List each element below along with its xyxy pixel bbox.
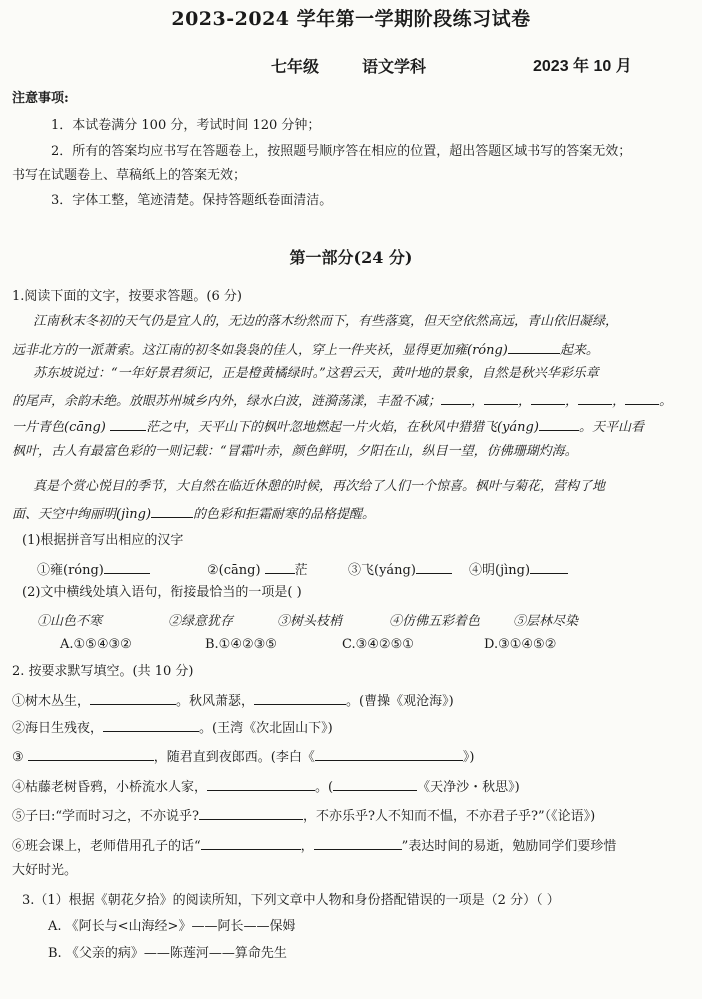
q2-line2 — [12, 717, 333, 738]
l1-mid: 。秋风萧瑟， — [176, 694, 255, 709]
q1-sub1-d — [469, 559, 568, 580]
phrase-1: ①山色不寒 — [37, 614, 103, 629]
exam-title: 2023-2024 学年第一学期阶段练习试卷 — [171, 8, 531, 30]
option-d[interactable]: D.③①④⑤② — [484, 637, 557, 652]
q3-stem: 3.（1）根据《朝花夕拾》的阅读所知，下列文章中人物和身份搭配错误的一项是（2 分）（ ） — [22, 893, 560, 908]
s1b-tail: 茫 — [294, 563, 308, 578]
q1-para3-c: 。天平山看 — [578, 420, 644, 435]
blank-rong[interactable] — [508, 339, 560, 354]
q2-line6 — [12, 835, 616, 856]
blank-yang[interactable] — [539, 416, 579, 431]
phrase-2: ②绿意犹存 — [168, 614, 234, 629]
q2-line5 — [12, 805, 595, 826]
l5-mid: ，不亦乐乎?人不知而不愠，不亦君子乎?”（《论语》) — [303, 809, 596, 824]
l5-pre: ⑤子曰:“学而时习之，不亦说乎? — [12, 809, 199, 824]
q1-para3-line2: 枫叶，古人有最富色彩的一则记载：“冒霜叶赤，颜色鲜明，夕阳在山，纵目一望，仿佛珊瑚灼海。 — [12, 444, 578, 459]
blank-cang[interactable] — [110, 416, 146, 431]
l6-mid: ， — [300, 839, 314, 854]
l3-mid: ，随君直到夜郎西。(李白《 — [153, 750, 315, 765]
l3-blank-2[interactable] — [315, 746, 463, 761]
q1-para4-line1: 真是个赏心悦目的季节，大自然在临近休憩的时候，再次给了人们一个惊喜。枫叶与菊花，营构了地 — [33, 479, 606, 494]
option-c[interactable]: C.③④②⑤① — [342, 637, 414, 652]
q1-para2-line2: 的尾声，余韵未绝。放眼苏州城乡内外，绿水白波，涟漪荡漾，丰盈不减； ， ， ， ， 。 — [12, 390, 672, 411]
note-2: 2．所有的答案均应书写在答题卷上，按照题号顺序答在相应的位置，超出答题区域书写的答案无效； — [51, 144, 632, 159]
blank-jing[interactable] — [151, 503, 193, 518]
s1d-blank[interactable] — [530, 559, 568, 574]
q2-line6-cont: 大好时光。 — [12, 863, 78, 878]
l3-pre: ③ — [12, 750, 24, 765]
subject-label: 语文学科 — [362, 57, 427, 76]
s1a-blank[interactable] — [104, 559, 150, 574]
option-b[interactable]: B.①④②③⑤ — [205, 637, 277, 652]
l2-pre: ②海日生残夜， — [12, 721, 104, 736]
q1-sub1-b — [207, 559, 308, 580]
q1-para3-b: 茫之中，天平山下的枫叶忽地燃起一片火焰，在秋风中猎猎飞(yáng) — [146, 420, 539, 435]
s1a-label: ①雍(róng) — [37, 563, 104, 578]
q1-sub1-a — [37, 559, 150, 580]
s1c-label: ③飞(yáng) — [348, 563, 416, 578]
q1-para1-end: 起来。 — [559, 343, 599, 358]
phrase-5: ⑤层林尽染 — [513, 614, 579, 629]
q1-para3-line1 — [12, 416, 644, 437]
l4-pre: ④枯藤老树昏鸦，小桥流水人家， — [12, 780, 208, 795]
grade-label: 七年级 — [271, 57, 320, 76]
q1-para4-b: 的色彩和拒霜耐寒的品格提醒。 — [193, 507, 376, 522]
q1-para4-a: 面、天空中绚丽明(jìng) — [12, 507, 152, 522]
q2-stem: 2. 按要求默写填空。(共 10 分) — [12, 664, 194, 679]
q1-para1-text: 远非北方的一派萧索。这江南的初冬如袅袅的佳人，穿上一件夹袄，显得更加雍(róng) — [12, 343, 508, 358]
l5-blank[interactable] — [199, 805, 303, 820]
q2-line1 — [12, 690, 454, 711]
s1b-blank[interactable] — [265, 559, 295, 574]
q2-line3 — [12, 746, 474, 767]
q1-sub1: (1)根据拼音写出相应的汉字 — [22, 533, 184, 548]
l1-blank-2[interactable] — [254, 690, 346, 705]
l2-post: 。(王湾《次北固山下》) — [199, 721, 333, 736]
l4-blank-2[interactable] — [333, 776, 417, 791]
notes-heading: 注意事项: — [12, 91, 69, 106]
q1-para2-line1: 苏东坡说过：“一年好景君须记，正是橙黄橘绿时。”这碧云天，黄叶地的景象，自然是秋兴华彩乐章 — [33, 366, 599, 381]
q1-para1-line2 — [12, 339, 599, 360]
s1d-label: ④明(jìng) — [469, 563, 531, 578]
note-1: 1．本试卷满分 100 分，考试时间 120 分钟； — [51, 118, 321, 133]
phrase-3: ③树头枝梢 — [277, 614, 343, 629]
s1b-label: ②(cāng) — [207, 563, 261, 578]
l1-pre: ①树木丛生， — [12, 694, 91, 709]
phrase-4: ④仿佛五彩着色 — [389, 614, 481, 629]
q1-sub2: (2)文中横线处填入语句，衔接最恰当的一项是( ) — [22, 585, 302, 600]
blank-3[interactable] — [531, 390, 565, 405]
blank-1[interactable] — [441, 390, 471, 405]
exam-date: 2023 年 10 月 — [533, 58, 632, 75]
l4-post: 《天净沙・秋思》) — [417, 780, 520, 795]
s1c-blank[interactable] — [416, 559, 452, 574]
blank-4[interactable] — [578, 390, 612, 405]
l6-blank-1[interactable] — [201, 835, 301, 850]
l2-blank[interactable] — [103, 717, 199, 732]
l4-blank-1[interactable] — [207, 776, 315, 791]
option-a[interactable]: A.①⑤④③② — [60, 637, 132, 652]
q1-para1-line1: 江南秋末冬初的天气仍是宜人的，无边的落木纷然而下，有些落寞，但天空依然高远，青山依旧凝绿， — [33, 314, 619, 329]
blank-2[interactable] — [484, 390, 518, 405]
l6-pre: ⑥班会课上，老师借用孔子的话“ — [12, 839, 201, 854]
q1-para4-line2 — [12, 503, 375, 524]
q1-para2-text: 的尾声，余韵未绝。放眼苏州城乡内外，绿水白波，涟漪荡漾，丰盈不减； — [12, 394, 442, 409]
q1-sub1-c — [348, 559, 452, 580]
q2-line4 — [12, 776, 520, 797]
note-2-cont: 书写在试题卷上、草稿纸上的答案无效； — [12, 168, 247, 183]
q3-option-a[interactable]: A. 《阿长与<山海经>》——阿长——保姆 — [48, 919, 296, 934]
l3-blank-1[interactable] — [28, 746, 154, 761]
blank-5[interactable] — [625, 390, 659, 405]
l1-blank-1[interactable] — [90, 690, 176, 705]
part-one-heading: 第一部分(24 分) — [289, 248, 413, 267]
q1-stem: 1.阅读下面的文字，按要求答题。(6 分) — [12, 289, 242, 304]
l6-post: ”表达时间的易逝，勉励同学们要珍惜 — [401, 839, 617, 854]
q1-para3-a: 一片青色(cāng) — [12, 420, 106, 435]
l4-mid: 。( — [315, 780, 334, 795]
l1-post: 。(曹操《观沧海》) — [346, 694, 454, 709]
q3-option-b[interactable]: B. 《父亲的病》——陈莲河——算命先生 — [48, 946, 287, 961]
l3-post: 》) — [462, 750, 475, 765]
l6-blank-2[interactable] — [314, 835, 402, 850]
note-3: 3．字体工整，笔迹清楚。保持答题纸卷面清洁。 — [51, 193, 333, 208]
